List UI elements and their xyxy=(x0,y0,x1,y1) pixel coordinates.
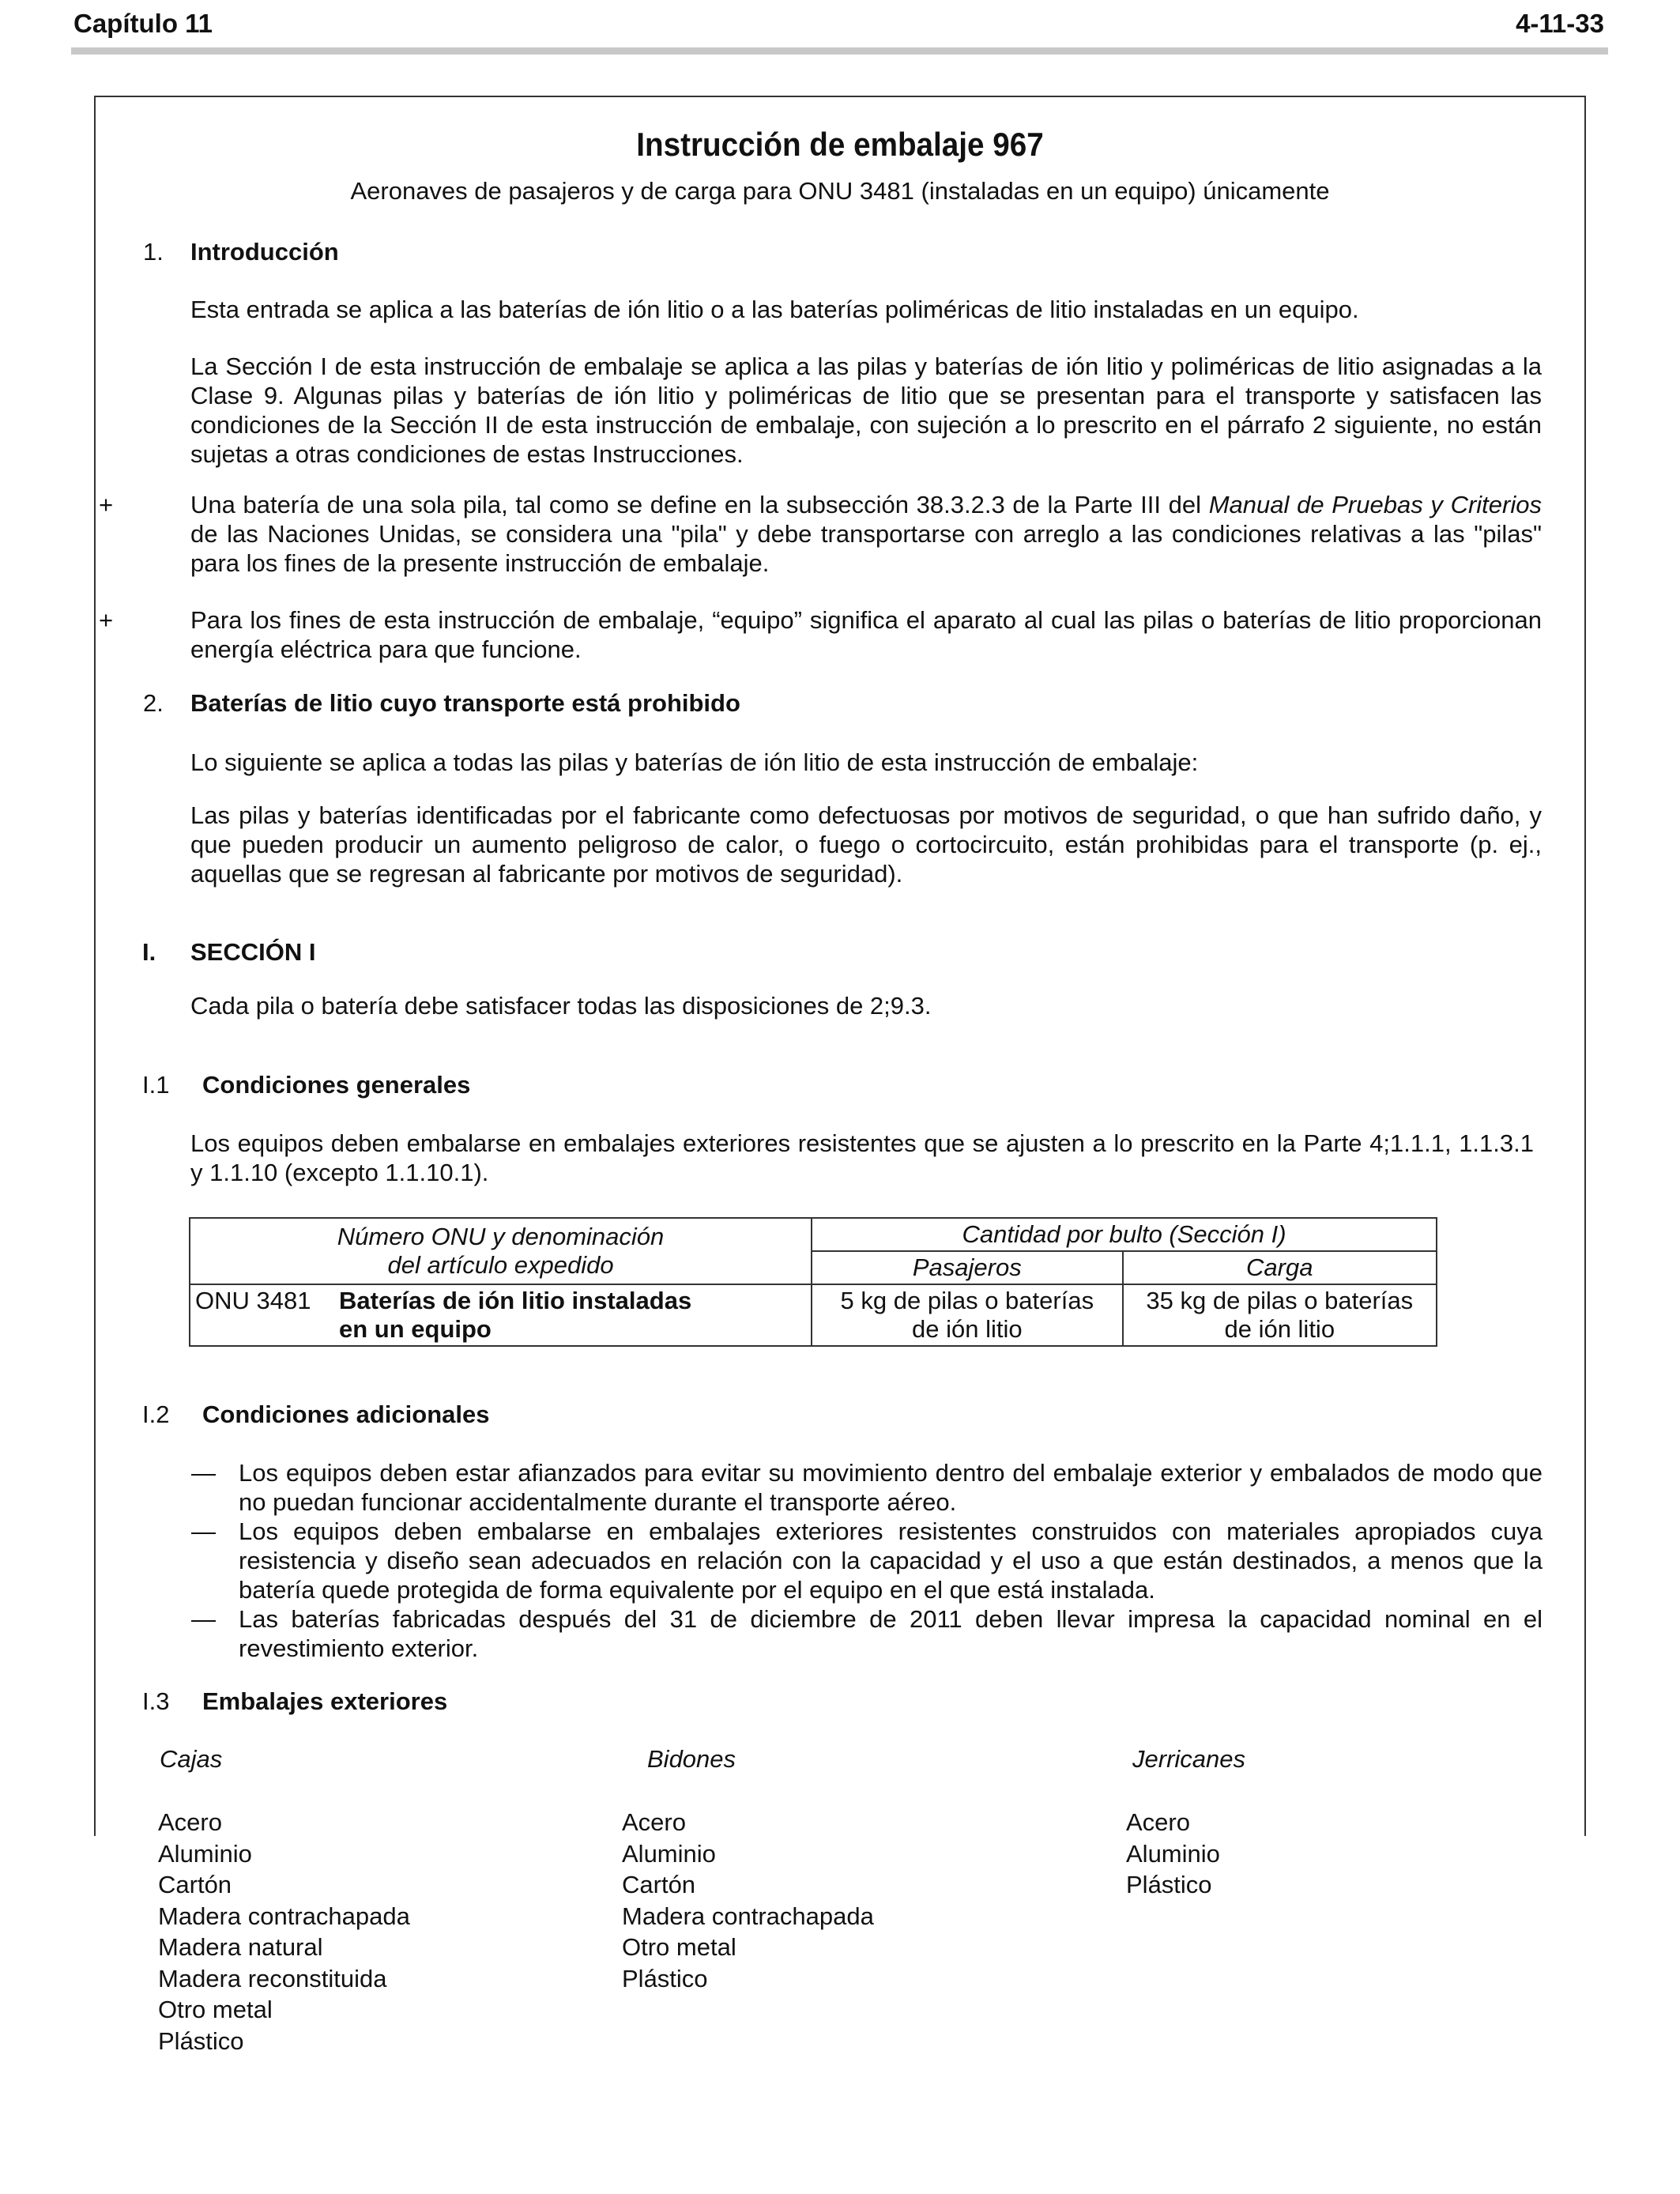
list-item: Acero xyxy=(1126,1808,1190,1836)
list-item: Otro metal xyxy=(622,1933,736,1961)
packaging-column-title: Jerricanes xyxy=(1132,1745,1245,1773)
bullet-dash: — xyxy=(191,1605,216,1633)
section-2-paragraph-1: Lo siguiente se aplica a todas las pilas y baterías de ión litio de esta instrucción de embalaje: xyxy=(190,748,1199,776)
page-title: Instrucción de embalaje 967 xyxy=(636,126,1044,163)
list-item: Las baterías fabricadas después del 31 de diciembre de 2011 deben llevar impresa la capacidad nominal en el revestimiento exterior. xyxy=(239,1605,1543,1662)
section-I-number: I. xyxy=(142,938,156,966)
section-1-paragraph-3: Una batería de una sola pila, tal como se define en la subsección 38.3.2.3 de la Parte III del Manual de Pruebas y Criterios de las Naciones Unidas, se considera una "pila" y debe transportarse con arreglo a las condiciones relativas a las "pilas" para los fines de la presente instrucción de embalaje. xyxy=(190,491,1542,577)
packaging-column-title: Bidones xyxy=(647,1745,736,1773)
list-item: Aluminio xyxy=(622,1839,716,1868)
list-item: Los equipos deben estar afianzados para evitar su movimiento dentro del embalaje exterior y embalados de modo que no puedan funcionar accidentalmente durante el transporte aéreo. xyxy=(239,1459,1543,1516)
amendment-mark: + xyxy=(99,491,114,518)
section-2-heading: Baterías de litio cuyo transporte está prohibido xyxy=(190,689,740,717)
section-2-number: 2. xyxy=(143,689,164,717)
table-header-un-name: Número ONU y denominación del artículo expedido xyxy=(190,1218,812,1284)
table-cell-passenger: 5 kg de pilas o baterías de ión litio xyxy=(812,1284,1122,1346)
section-I1-number: I.1 xyxy=(142,1071,170,1099)
packaging-column-title: Cajas xyxy=(160,1745,223,1773)
list-item: Otro metal xyxy=(158,1996,273,2023)
section-2-paragraph-2: Las pilas y baterías identificadas por el fabricante como defectuosas por motivos de seguridad, o que han sufrido daño, y que pueden producir un aumento peligroso de calor, o fuego o cortocircuito, están prohibidas para el transporte (p. ej., aquellas que se regresan al fabricante por motivos de seguridad). xyxy=(190,801,1542,888)
un-number: ONU 3481 xyxy=(195,1287,311,1314)
list-item: Cartón xyxy=(622,1871,696,1898)
page-subtitle: Aeronaves de pasajeros y de carga para ONU 3481 (instaladas en un equipo) únicamente xyxy=(350,177,1330,205)
section-1-paragraph-4: Para los fines de esta instrucción de embalaje, “equipo” significa el aparato al cual las pilas o baterías de litio proporcionan energía eléctrica para que funcione. xyxy=(190,606,1542,663)
bullet-dash: — xyxy=(191,1459,216,1487)
packaging-list-drums xyxy=(622,1807,874,1994)
table-cell-un-name xyxy=(190,1284,812,1346)
list-item: Plástico xyxy=(622,1964,708,1992)
section-1-number: 1. xyxy=(143,238,164,266)
section-I3-number: I.3 xyxy=(142,1687,170,1715)
section-I1-heading: Condiciones generales xyxy=(202,1071,471,1099)
section-1-paragraph-1: Esta entrada se aplica a las baterías de ión litio o a las baterías poliméricas de litio instaladas en un equipo. xyxy=(190,296,1359,323)
list-item: Acero xyxy=(158,1808,222,1836)
table-header-quantity: Cantidad por bulto (Sección I) xyxy=(812,1218,1437,1251)
quantity-table xyxy=(189,1217,1437,1347)
list-item: Madera reconstituida xyxy=(158,1964,387,1992)
table-cell-cargo: 35 kg de pilas o baterías de ión litio xyxy=(1123,1284,1437,1346)
header-rule xyxy=(71,47,1608,55)
list-item: Los equipos deben embalarse en embalajes exteriores resistentes construidos con materiales apropiados cuya resistencia y diseño sean adecuados en relación con la capacidad y el uso a que están destinados, a menos que la batería quede protegida de forma equivalente por el equipo en el que está instalada. xyxy=(239,1517,1543,1604)
section-I1-paragraph-1: Los equipos deben embalarse en embalajes exteriores resistentes que se ajusten a lo prescrito en la Parte 4;1.1.1, 1.1.3.1 y 1.1.10 (excepto 1.1.10.1). xyxy=(190,1129,1534,1186)
list-item: Madera contrachapada xyxy=(622,1902,874,1930)
list-item: Plástico xyxy=(158,2026,244,2055)
list-item: Cartón xyxy=(158,1871,232,1898)
table-header-cargo: Carga xyxy=(1123,1251,1437,1284)
table-header-passenger: Pasajeros xyxy=(812,1251,1122,1284)
packaging-list-boxes xyxy=(158,1807,410,2056)
bullet-dash: — xyxy=(191,1517,216,1545)
list-item: Acero xyxy=(622,1808,686,1836)
packaging-list-jerricans xyxy=(1126,1807,1220,1901)
list-item: Aluminio xyxy=(1126,1839,1220,1868)
section-I-paragraph-1: Cada pila o batería debe satisfacer todas las disposiciones de 2;9.3. xyxy=(190,992,932,1020)
chapter-label: Capítulo 11 xyxy=(73,9,213,38)
list-item: Aluminio xyxy=(158,1839,252,1868)
article-name: Baterías de ión litio instaladas en un equipo xyxy=(339,1287,692,1343)
page-number: 4-11-33 xyxy=(1516,9,1604,38)
section-I3-heading: Embalajes exteriores xyxy=(202,1687,448,1715)
amendment-mark: + xyxy=(99,606,114,634)
section-1-paragraph-2: La Sección I de esta instrucción de embalaje se aplica a las pilas y baterías de ión litio y poliméricas de litio asignadas a la Clase 9. Algunas pilas y baterías de ión litio y poliméricas de litio que se presentan para el transporte y satisfacen las condiciones de la Sección II de esta instrucción de embalaje, con sujeción a lo prescrito en el párrafo 2 siguiente, no están sujetas a otras condiciones de estas Instrucciones. xyxy=(190,352,1542,468)
list-item: Madera natural xyxy=(158,1933,323,1961)
table-header-row xyxy=(190,1218,1437,1251)
table-row xyxy=(190,1284,1437,1346)
list-item: Madera contrachapada xyxy=(158,1902,410,1930)
section-I2-number: I.2 xyxy=(142,1400,170,1428)
list-item: Plástico xyxy=(1126,1871,1212,1898)
section-I2-heading: Condiciones adicionales xyxy=(202,1400,490,1428)
section-I-heading: SECCIÓN I xyxy=(190,938,316,966)
section-1-heading: Introducción xyxy=(190,238,339,266)
